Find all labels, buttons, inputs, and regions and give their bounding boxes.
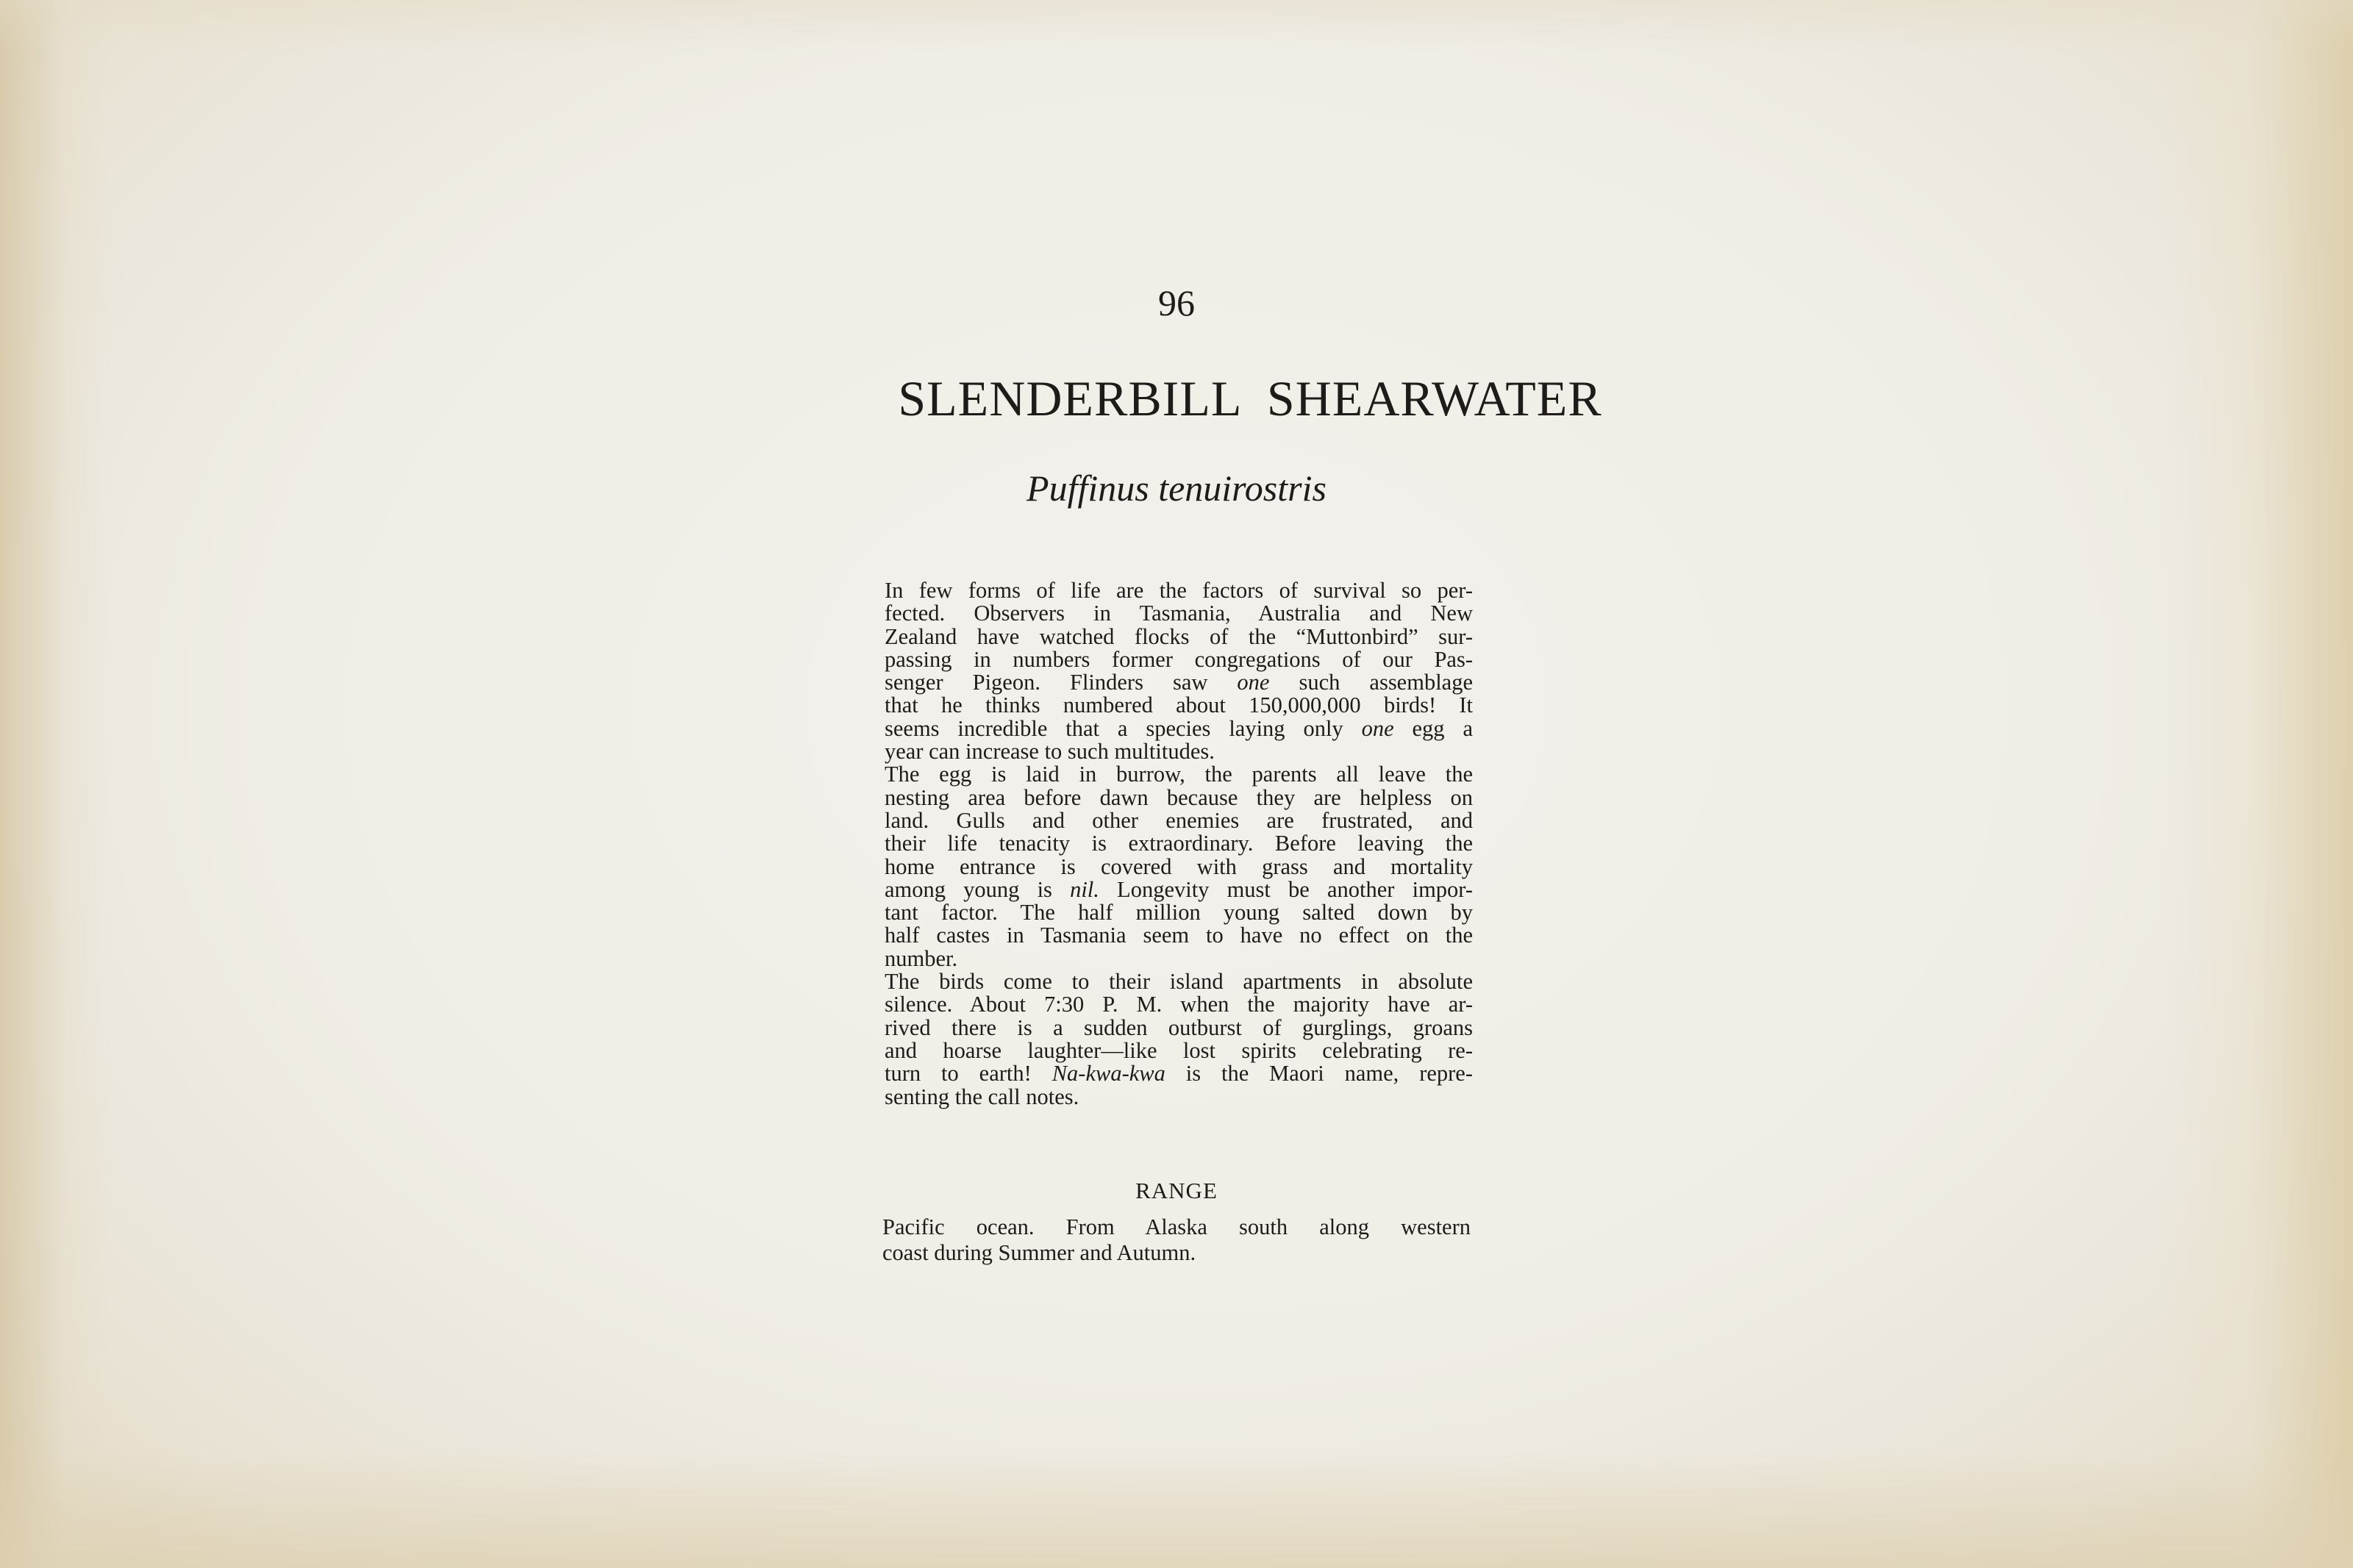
page-edge-shadow-right <box>2162 0 2353 1568</box>
body-line: senting the call notes. <box>885 1084 1079 1109</box>
body-line: seems incredible that a species laying only one egg a <box>885 715 1473 741</box>
body-line: land. Gulls and other enemies are frustrated, and <box>885 807 1473 833</box>
body-line: senger Pigeon. Flinders saw one such assemblage <box>885 670 1473 695</box>
body-line: year can increase to such multitudes. <box>885 739 1215 765</box>
body-line: tant factor. The half million young salted down by <box>885 900 1473 926</box>
page-number: 96 <box>1158 282 1195 323</box>
body-line: their life tenacity is extraordinary. Before leaving the <box>885 831 1473 856</box>
page-title: SLENDERBILL SHEARWATER <box>898 370 1602 426</box>
body-line: among young is nil. Longevity must be another impor- <box>885 876 1474 902</box>
body-line: that he thinks numbered about 150,000,000 birds! It <box>885 692 1473 718</box>
body-text <box>885 579 1473 1109</box>
scientific-name: Puffinus tenuirostris <box>1026 468 1327 509</box>
range-text <box>882 1214 1471 1266</box>
body-line: Zealand have watched flocks of the “Muttonbird” sur- <box>885 623 1473 649</box>
body-line: and hoarse laughter—like lost spirits celebrating re- <box>885 1037 1473 1063</box>
body-line: half castes in Tasmania seem to have no effect on the <box>885 923 1473 948</box>
range-line: coast during Summer and Autumn. <box>882 1240 1196 1265</box>
page-edge-shadow-left <box>0 0 110 1568</box>
body-line: The egg is laid in burrow, the parents all leave the <box>885 762 1473 787</box>
body-line: The birds come to their island apartments in absolute <box>885 969 1473 995</box>
body-line: nesting area before dawn because they are helpless on <box>885 784 1473 810</box>
body-line: passing in numbers former congregations of our Pas- <box>885 646 1473 672</box>
body-line: turn to earth! Na-kwa-kwa is the Maori name, repre- <box>885 1061 1473 1086</box>
body-line: fected. Observers in Tasmania, Australia and New <box>885 601 1473 626</box>
body-line: rived there is a sudden outburst of gurglings, groans <box>885 1014 1473 1040</box>
body-line: number. <box>885 945 958 971</box>
range-line: Pacific ocean. From Alaska south along western <box>882 1214 1471 1239</box>
body-line: silence. About 7:30 P. M. when the majority have ar- <box>885 992 1473 1017</box>
body-line: In few forms of life are the factors of survival so per- <box>885 578 1473 603</box>
page-edge-shadow-top <box>0 0 2353 51</box>
range-heading: RANGE <box>1135 1178 1218 1203</box>
body-line: home entrance is covered with grass and mortality <box>885 853 1473 879</box>
page-edge-shadow-bottom <box>0 1450 2353 1568</box>
